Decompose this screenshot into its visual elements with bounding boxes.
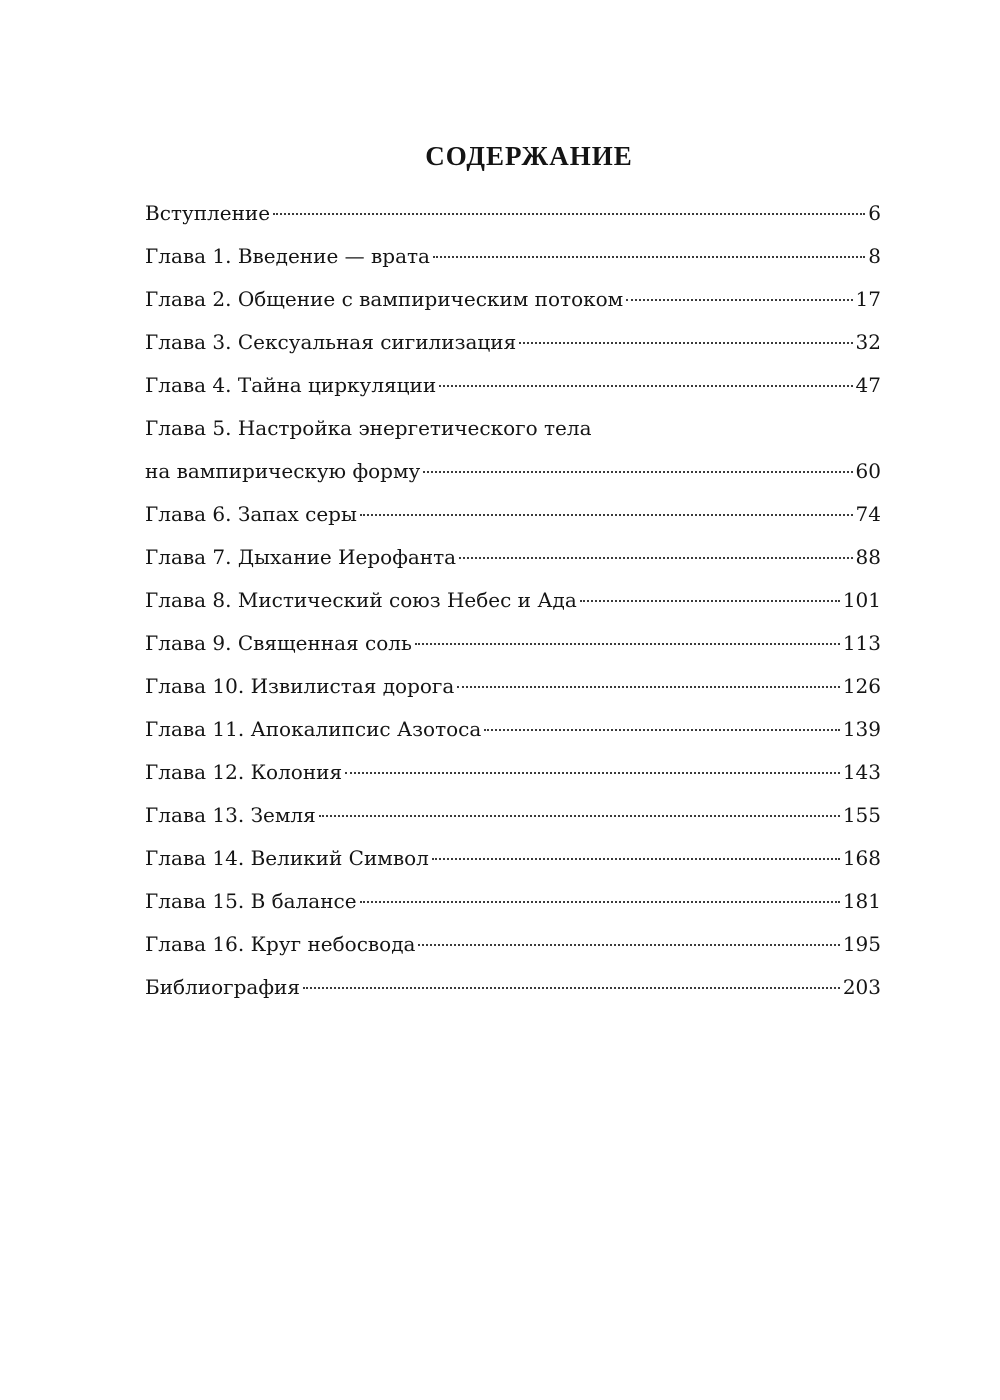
- toc-entry-label: Глава 13. Земля: [145, 803, 316, 827]
- toc-entry-label: Библиография: [145, 975, 300, 999]
- toc-entry-label: Глава 11. Апокалипсис Азотоса: [145, 717, 482, 741]
- toc-entry-label: Глава 3. Сексуальная сигилизация: [145, 330, 517, 354]
- toc-entry-chapter-10[interactable]: [145, 665, 881, 708]
- toc-entry-label-line2: на вампирическую форму: [145, 459, 421, 483]
- toc-entry-chapter-2[interactable]: [145, 278, 881, 321]
- toc-entry-chapter-8[interactable]: [145, 579, 881, 622]
- toc-entry-label: Глава 7. Дыхание Иерофанта: [145, 545, 457, 569]
- toc-entry-chapter-11[interactable]: [145, 708, 881, 751]
- toc-entry-chapter-5[interactable]: [145, 407, 881, 493]
- toc-entry-label: Глава 15. В балансе: [145, 889, 357, 913]
- toc-entry-label: Глава 4. Тайна циркуляции: [145, 373, 437, 397]
- toc-entry-chapter-7[interactable]: [145, 536, 881, 579]
- toc-entry-chapter-1[interactable]: [145, 235, 881, 278]
- toc-entry-label: Глава 8. Мистический союз Небес и Ада: [145, 588, 577, 612]
- toc-entry-page: 181: [842, 889, 881, 913]
- toc-entry-chapter-6[interactable]: [145, 493, 881, 536]
- toc-entry-page: 101: [842, 588, 881, 612]
- toc-entry-page: 8: [868, 244, 881, 268]
- toc-entry-page: 203: [842, 975, 881, 999]
- toc-entry-page: 88: [855, 545, 881, 569]
- toc-entry-page: 168: [842, 846, 881, 870]
- toc-entry-page: 155: [842, 803, 881, 827]
- toc-entry-page: 143: [842, 760, 881, 784]
- toc-entry-page: 17: [855, 287, 881, 311]
- toc-entry-chapter-4[interactable]: [145, 364, 881, 407]
- dot-leader: [360, 514, 853, 516]
- toc-entry-page: 6: [868, 201, 881, 225]
- toc-entry-page: 126: [842, 674, 881, 698]
- toc-title: СОДЕРЖАНИЕ: [425, 141, 633, 171]
- dot-leader: [303, 987, 840, 989]
- dot-leader: [360, 901, 840, 903]
- toc-entry-page: 139: [842, 717, 881, 741]
- toc-entry-label: Глава 1. Введение — врата: [145, 244, 430, 268]
- toc-entry-label: Глава 12. Колония: [145, 760, 343, 784]
- dot-leader: [484, 729, 840, 731]
- toc-entry-bibliography[interactable]: [145, 966, 881, 1009]
- dot-leader: [432, 858, 840, 860]
- dot-leader: [319, 815, 840, 817]
- dot-leader: [519, 342, 852, 344]
- toc-entry-label: Вступление: [145, 201, 271, 225]
- table-of-contents: [145, 192, 881, 1009]
- toc-entry-label: Глава 9. Священная соль: [145, 631, 412, 655]
- toc-entry-label: Глава 6. Запах серы: [145, 502, 357, 526]
- toc-entry-page: 32: [855, 330, 881, 354]
- toc-entry-page: 113: [842, 631, 881, 655]
- dot-leader: [273, 213, 865, 215]
- dot-leader: [345, 772, 840, 774]
- dot-leader: [626, 299, 852, 301]
- toc-entry-chapter-13[interactable]: [145, 794, 881, 837]
- toc-entry-chapter-14[interactable]: [145, 837, 881, 880]
- dot-leader: [418, 944, 839, 946]
- toc-entry-page: 74: [855, 502, 881, 526]
- toc-entry-line2: [145, 450, 881, 493]
- dot-leader: [423, 471, 852, 473]
- toc-entry-label-line1: Глава 5. Настройка энергетического тела: [145, 416, 592, 440]
- toc-entry-introduction[interactable]: [145, 192, 881, 235]
- toc-entry-label: Глава 14. Великий Символ: [145, 846, 429, 870]
- dot-leader: [439, 385, 852, 387]
- toc-entry-chapter-15[interactable]: [145, 880, 881, 923]
- dot-leader: [415, 643, 840, 645]
- toc-entry-chapter-9[interactable]: [145, 622, 881, 665]
- dot-leader: [580, 600, 840, 602]
- dot-leader: [433, 256, 865, 258]
- toc-entry-chapter-12[interactable]: [145, 751, 881, 794]
- toc-entry-label: Глава 10. Извилистая дорога: [145, 674, 455, 698]
- toc-entry-page: 195: [842, 932, 881, 956]
- toc-entry-label: Глава 16. Круг небосвода: [145, 932, 416, 956]
- toc-entry-chapter-16[interactable]: [145, 923, 881, 966]
- toc-entry-chapter-3[interactable]: [145, 321, 881, 364]
- toc-entry-page: 60: [855, 459, 881, 483]
- dot-leader: [459, 557, 852, 559]
- dot-leader: [457, 686, 839, 688]
- toc-entry-page: 47: [855, 373, 881, 397]
- toc-entry-label: Глава 2. Общение с вампирическим потоком: [145, 287, 624, 311]
